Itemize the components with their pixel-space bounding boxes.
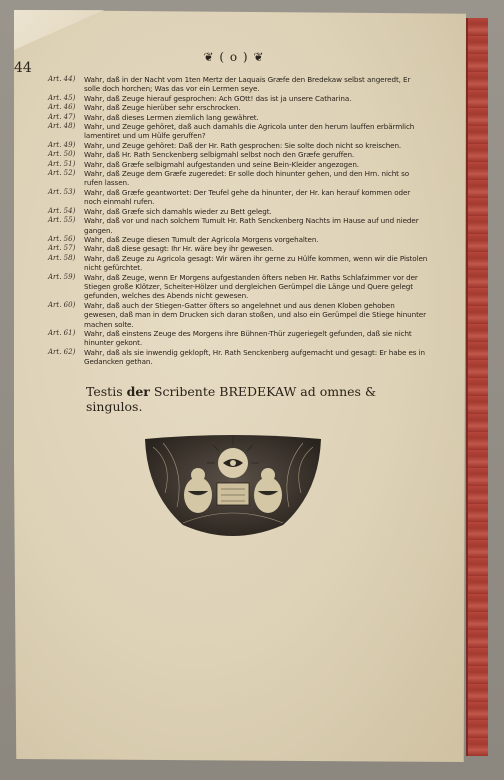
article-number: Art. 44) [48,75,76,83]
article-text: Wahr, daß Zeuge zu Agricola gesagt: Wir wären ihr gerne zu Hülfe kommen, wenn wir die Pistolen nicht gefürchtet. [84,253,428,273]
article-row [48,160,428,169]
closing-rest: Scribente BREDEKAW ad omnes & singulos. [86,384,377,414]
article-row [48,150,428,159]
article-number: Art. 54) [48,206,76,215]
article-row [48,235,428,244]
article-text: Wahr, daß dieses Lermen ziemlich lang gewähret. [84,112,259,122]
article-row [48,94,428,103]
article-text: Wahr, daß Zeuge, wenn Er Morgens aufgestanden öfters neben Hr. Raths Schlafzimmer vor der Stiegen große Klötzer, Scheiter-Hölzer und dergleichen Gerümpel die Länge und Quere gelegt gefunden, welches des Abends nicht gewesen. [84,272,418,301]
article-number: Art. 45) [48,93,76,102]
book-spine-binding [466,18,488,756]
article-row [48,103,428,112]
article-number: Art. 56) [48,234,76,243]
article-text: Wahr, daß Zeuge dem Græfe zugeredet: Er solle doch hinunter gehen, und den Hrn. nicht so rufen lassen. [84,169,410,188]
article-number: Art. 58) [48,253,76,262]
closing-prefix: Testis [86,384,123,399]
article-number: Art. 51) [48,159,76,168]
article-text: Wahr, daß Zeuge diesen Tumult der Agricola Morgens vorgehalten. [84,234,319,244]
article-number: Art. 55) [48,216,76,225]
article-text: Wahr, daß auch der Stiegen-Gatter öfters so angelehnet und aus denen Kloben gehoben gewesen, daß man in dem Drucken sich daran stoßen, und also ein Gerümpel die Stiege hinunter machen solte. [84,300,426,329]
article-number: Art. 46) [48,103,76,112]
article-row [48,122,428,141]
article-list [48,75,428,367]
closing-line [86,384,426,414]
page-number: 44 [14,60,32,76]
article-text: Wahr, daß in der Nacht vom 1ten Mertz der Laquais Græfe den Bredekaw selbst angeredt, Er solle doch horchen; Was das vor ein Lermen seye. [84,75,411,94]
article-text: Wahr, daß Græfe sich damahls wieder zu Bett gelegt. [84,206,272,216]
article-row [48,273,428,301]
article-row [48,348,428,367]
woodcut-vignette-image [143,433,323,543]
article-number: Art. 50) [48,150,76,159]
article-row [48,216,428,235]
article-number: Art. 61) [48,328,76,337]
article-row [48,244,428,253]
article-row [48,188,428,207]
article-number: Art. 60) [48,300,76,309]
article-text: Wahr, und Zeuge gehöret, daß auch damahls die Agricola unter den herum lauffen erbärmlich lamentiret und um Hülfe geruffen? [84,122,415,141]
article-row [48,254,428,273]
article-number: Art. 62) [48,347,76,356]
article-text: Wahr, daß diese gesagt: Ihr Hr. wäre bey ihr gewesen. [84,244,274,254]
article-row [48,329,428,348]
article-row [48,301,428,329]
article-text: Wahr, daß Hr. Rath Senckenberg selbigmahl selbst noch den Græfe geruffen. [84,150,355,160]
article-row [48,113,428,122]
article-number: Art. 49) [48,140,76,149]
article-number: Art. 57) [48,244,76,253]
article-row [48,169,428,188]
article-number: Art. 48) [48,122,76,131]
article-number: Art. 52) [48,169,76,178]
article-number: Art. 59) [48,272,76,281]
article-text: Wahr, daß Græfe selbigmahl aufgestanden und seine Bein-Kleider angezogen. [84,159,359,169]
article-text: Wahr, daß Zeuge hierauf gesprochen: Ach GOtt! das ist ja unsere Catharina. [84,93,352,103]
article-text: Wahr, daß Zeuge hierüber sehr erschrocken. [84,103,241,113]
article-number: Art. 53) [48,187,76,196]
header-ornament: ❦ ( o ) ❦ [203,50,265,64]
closing-bold-word: der [126,384,150,399]
article-number: Art. 47) [48,112,76,121]
article-text: Wahr, daß Græfe geantwortet: Der Teufel gehe da hinunter, der Hr. kan herauf kommen oder noch einmahl rufen. [84,187,411,207]
article-row [48,75,428,94]
article-text: Wahr, daß einstens Zeuge des Morgens ihre Bühnen-Thür zugeriegelt gefunden, daß sie nicht hinunter gekont. [84,328,412,348]
article-text: Wahr, daß vor und nach solchem Tumult Hr. Rath Senckenberg Nachts im Hause auf und nieder gangen. [84,216,419,235]
article-text: Wahr, daß als sie inwendig geklopft, Hr. Rath Senckenberg aufgemacht und gesagt: Er habe es in Gedancken gethan. [84,347,425,367]
article-text: Wahr, und Zeuge gehöret: Daß der Hr. Rath gesprochen: Sie solte doch nicht so kreischen. [84,140,402,150]
article-row [48,141,428,150]
article-row [48,207,428,216]
